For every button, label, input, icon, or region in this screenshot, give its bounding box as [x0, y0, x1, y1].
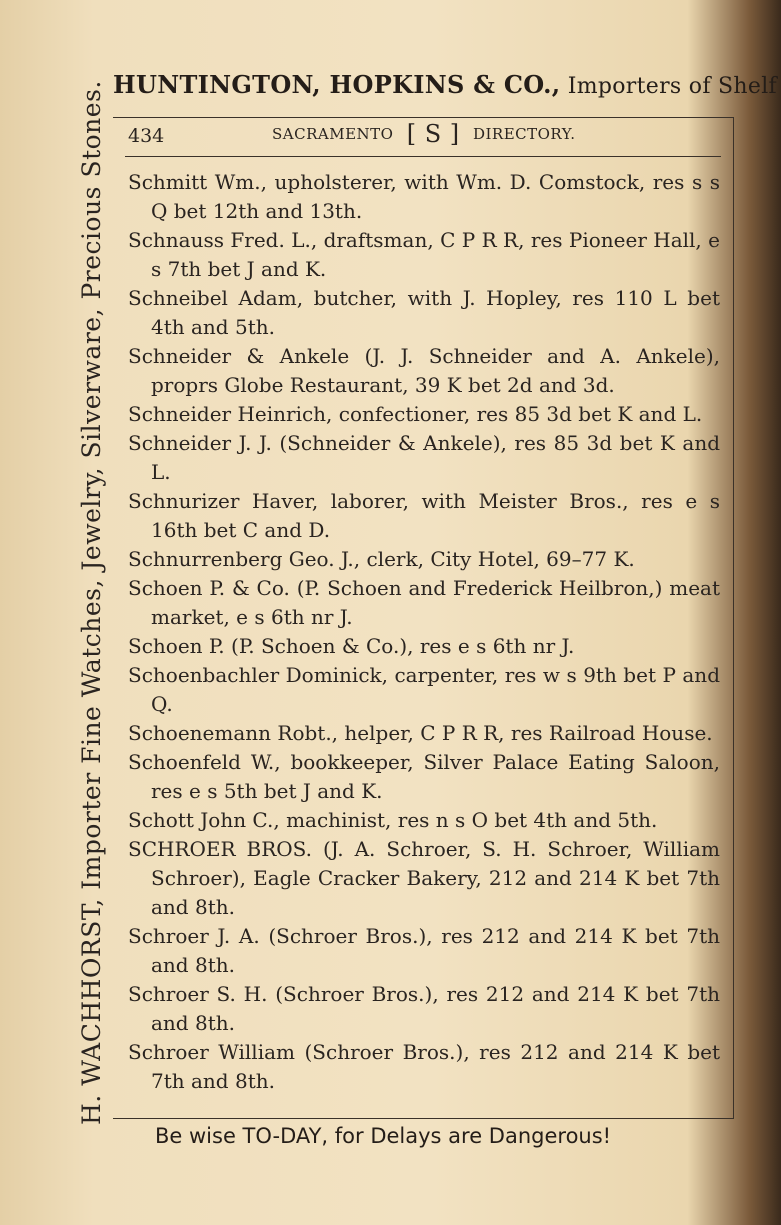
- directory-entry: Schroer J. A. (Schroer Bros.), res 212 and 214 K bet 7th and 8th.: [128, 924, 720, 977]
- side-advertisement: H. WACHHORST, Importer Fine Watches, Jewelry, Silverware, Precious Stones.: [77, 80, 106, 1125]
- directory-entry: SCHROER BROS. (J. A. Schroer, S. H. Schroer, William Schroer), Eagle Cracker Bakery, 212 and 214 K bet 7th and 8th.: [128, 837, 720, 919]
- directory-entry: Schoenbachler Dominick, carpenter, res w s 9th bet P and Q.: [128, 663, 720, 716]
- directory-entry: Schneibel Adam, butcher, with J. Hopley, res 110 L bet 4th and 5th.: [128, 286, 720, 339]
- directory-entry: Schroer William (Schroer Bros.), res 212 and 214 K bet 7th and 8th.: [128, 1040, 720, 1093]
- running-head-title: [272, 120, 576, 148]
- footer-advertisement: Be wise TO-DAY, for Delays are Dangerous!: [155, 1124, 612, 1148]
- running-head-city: SACRAMENTO: [272, 125, 394, 143]
- top-advertisement-tail: Importers of Shelf: [560, 74, 777, 99]
- header-rule: [125, 156, 721, 157]
- directory-entry: Schneider & Ankele (J. J. Schneider and A. Ankele), proprs Globe Restaurant, 39 K bet 2d and 3d.: [128, 344, 720, 397]
- page-number: 434: [128, 125, 165, 147]
- directory-entry: Schnauss Fred. L., draftsman, C P R R, res Pioneer Hall, e s 7th bet J and K.: [128, 228, 720, 281]
- directory-entries: [128, 168, 720, 1096]
- top-advertisement-firm: HUNTINGTON, HOPKINS & CO.,: [113, 70, 561, 99]
- top-advertisement: [113, 70, 777, 99]
- directory-entry: Schneider Heinrich, confectioner, res 85 3d bet K and L.: [128, 402, 703, 426]
- running-head: [128, 120, 718, 156]
- running-head-letter: [ S ]: [406, 120, 460, 148]
- directory-entry: Schmitt Wm., upholsterer, with Wm. D. Comstock, res s s Q bet 12th and 13th.: [128, 170, 720, 223]
- directory-entry: Schneider J. J. (Schneider & Ankele), res 85 3d bet K and L.: [128, 431, 720, 484]
- directory-entry: Schnurrenberg Geo. J., clerk, City Hotel, 69–77 K.: [128, 547, 635, 571]
- directory-entry: Schott John C., machinist, res n s O bet 4th and 5th.: [128, 808, 658, 832]
- directory-entry: Schoenemann Robt., helper, C P R R, res Railroad House.: [128, 721, 713, 745]
- directory-entry: Schoenfeld W., bookkeeper, Silver Palace Eating Saloon, res e s 5th bet J and K.: [128, 750, 720, 803]
- directory-entry: Schoen P. (P. Schoen & Co.), res e s 6th nr J.: [128, 634, 575, 658]
- directory-entry: Schnurizer Haver, laborer, with Meister Bros., res e s 16th bet C and D.: [128, 489, 720, 542]
- running-head-directory: DIRECTORY.: [472, 125, 576, 143]
- directory-entry: Schoen P. & Co. (P. Schoen and Frederick Heilbron,) meat market, e s 6th nr J.: [128, 576, 720, 629]
- directory-entry: Schroer S. H. (Schroer Bros.), res 212 and 214 K bet 7th and 8th.: [128, 982, 720, 1035]
